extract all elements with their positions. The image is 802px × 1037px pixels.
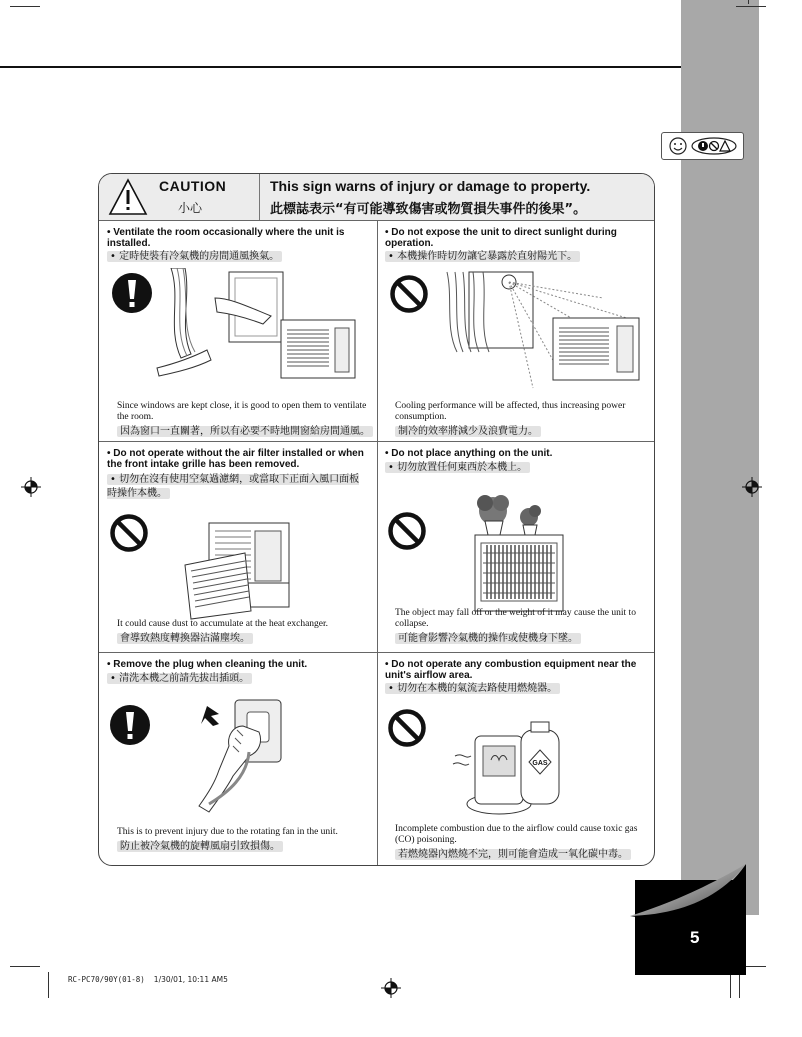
crop-mark-top-right bbox=[736, 6, 766, 7]
cell-caption-en: It could cause dust to accumulate at the heat exchanger. bbox=[117, 619, 329, 629]
cell-caption-en: Cooling performance will be affected, thus increasing power consumption. bbox=[395, 401, 626, 422]
prohibited-icon bbox=[109, 513, 149, 553]
registration-mark-icon bbox=[20, 476, 42, 498]
registration-mark-icon bbox=[380, 977, 402, 999]
caution-panel bbox=[98, 173, 655, 866]
cell-title-en: • Ventilate the room occasionally where the unit is installed. bbox=[107, 227, 345, 249]
cell-title-cn-text: • 切勿在本機的氣流去路使用燃燒器。 bbox=[385, 683, 560, 694]
prohibited-icon bbox=[389, 274, 429, 314]
cell-title-cn-text: • 切勿放置任何東西於本機上。 bbox=[385, 462, 530, 473]
cell-title-en: • Remove the plug when cleaning the unit. bbox=[107, 659, 308, 670]
registration-mark-icon bbox=[741, 476, 763, 498]
crop-mark-bottom-right-v2 bbox=[739, 972, 740, 998]
cell-title-cn bbox=[107, 250, 282, 264]
cell-title-cn bbox=[107, 473, 369, 501]
top-rule bbox=[0, 66, 681, 68]
cell-caption-cn bbox=[395, 424, 541, 439]
gas-heater-illustration bbox=[447, 716, 567, 820]
caution-cell-air-filter bbox=[99, 441, 377, 652]
cell-title-cn-text: • 清洗本機之前請先拔出插頭。 bbox=[107, 673, 252, 684]
cell-caption-cn bbox=[395, 631, 581, 646]
warning-triangle-icon bbox=[107, 177, 149, 217]
cell-title-en: • Do not expose the unit to direct sunlight during operation. bbox=[385, 227, 617, 249]
cell-caption-cn bbox=[117, 839, 283, 854]
smiley-icon bbox=[668, 136, 688, 156]
cell-caption-en: This is to prevent injury due to the rotating fan in the unit. bbox=[117, 827, 338, 837]
cell-title-cn-text: • 切勿在沒有使用空氣過濾網，或當取下正面入風口面板時操作本機。 bbox=[107, 474, 360, 499]
footer-timestamp: 1/30/01, 10:11 AM5 bbox=[153, 975, 228, 984]
air-filter-illustration bbox=[181, 521, 301, 623]
caution-cell-sunlight bbox=[377, 220, 654, 441]
page-number: 5 bbox=[690, 928, 700, 947]
cell-title-cn-text: • 定時使裝有冷氣機的房間通風換氣。 bbox=[107, 251, 282, 262]
cell-title-cn bbox=[385, 250, 580, 264]
cell-caption-en: Incomplete combustion due to the airflow could cause toxic gas (CO) poisoning. bbox=[395, 824, 638, 845]
page-curl-icon bbox=[628, 862, 748, 962]
crop-mark-top-right-v bbox=[748, 0, 749, 4]
cell-caption-cn-text: 制冷的效率將減少及浪費電力。 bbox=[395, 426, 541, 437]
cell-caption-cn-text: 可能會影響冷氣機的操作或使機身下墜。 bbox=[395, 633, 581, 644]
crop-mark-bottom-left bbox=[10, 966, 40, 967]
cell-caption-cn bbox=[117, 424, 373, 439]
cell-caption-en: Since windows are kept close, it is good to open them to ventilate the room. bbox=[117, 401, 367, 422]
cell-caption-cn-text: 因為窗口一直關著，所以有必要不時地開窗給房間通風。 bbox=[117, 426, 373, 437]
prohibited-icon bbox=[387, 708, 427, 748]
caution-label: CAUTION bbox=[159, 178, 227, 194]
sunlight-window-illustration bbox=[433, 268, 647, 398]
caution-cell-combustion bbox=[377, 652, 654, 866]
cell-title-en: • Do not place anything on the unit. bbox=[385, 448, 553, 459]
footer-code: RC-PC70/90Y(01-8) bbox=[68, 975, 145, 984]
caution-cell-remove-plug bbox=[99, 652, 377, 866]
section-symbol-badge bbox=[661, 132, 744, 160]
plants-on-unit-illustration bbox=[469, 491, 569, 615]
ventilation-window-illustration bbox=[151, 268, 361, 388]
cell-title-en: • Do not operate without the air filter installed or when the front intake grille has been removed. bbox=[107, 448, 364, 470]
symbols-oval-icon bbox=[690, 137, 738, 155]
gas-label: GAS bbox=[532, 760, 548, 767]
header-warning-cn: 此標誌表示“有可能導致傷害或物質損失事件的後果”。 bbox=[270, 202, 587, 217]
cell-caption-cn-text: 會導致熱度轉換器沾滿塵埃。 bbox=[117, 633, 253, 644]
cell-title-en: • Do not operate any combustion equipment near the unit's airflow area. bbox=[385, 659, 637, 681]
header-divider bbox=[259, 174, 260, 220]
header-warning-en: This sign warns of injury or damage to property. bbox=[270, 178, 591, 194]
crop-mark-top-left bbox=[10, 6, 40, 7]
caution-label-cn: 小心 bbox=[178, 201, 203, 215]
mandatory-icon bbox=[109, 704, 151, 746]
cell-caption-cn bbox=[117, 631, 253, 646]
cell-caption-en: The object may fall off or the weight of it may cause the unit to collapse. bbox=[395, 608, 636, 629]
mandatory-icon bbox=[111, 272, 153, 314]
cell-title-cn bbox=[385, 682, 560, 696]
caution-header bbox=[99, 174, 654, 221]
cell-caption-cn bbox=[395, 847, 631, 862]
cell-title-cn bbox=[385, 461, 530, 475]
crop-mark-bottom-right-v1 bbox=[730, 972, 731, 998]
unplug-illustration bbox=[189, 696, 309, 816]
print-footer bbox=[68, 975, 228, 984]
cell-title-cn-text: • 本機操作時切勿讓它暴露於直射陽光下。 bbox=[385, 251, 580, 262]
caution-cell-place-anything bbox=[377, 441, 654, 652]
cell-title-cn bbox=[107, 672, 252, 686]
cell-caption-cn-text: 若燃燒器內燃燒不完，則可能會造成一氧化碳中毒。 bbox=[395, 849, 631, 860]
prohibited-icon bbox=[387, 511, 427, 551]
cell-caption-cn-text: 防止被冷氣機的旋轉風扇引致損傷。 bbox=[117, 841, 283, 852]
crop-mark-bottom-left-v bbox=[48, 972, 49, 998]
caution-cell-ventilate bbox=[99, 220, 377, 441]
